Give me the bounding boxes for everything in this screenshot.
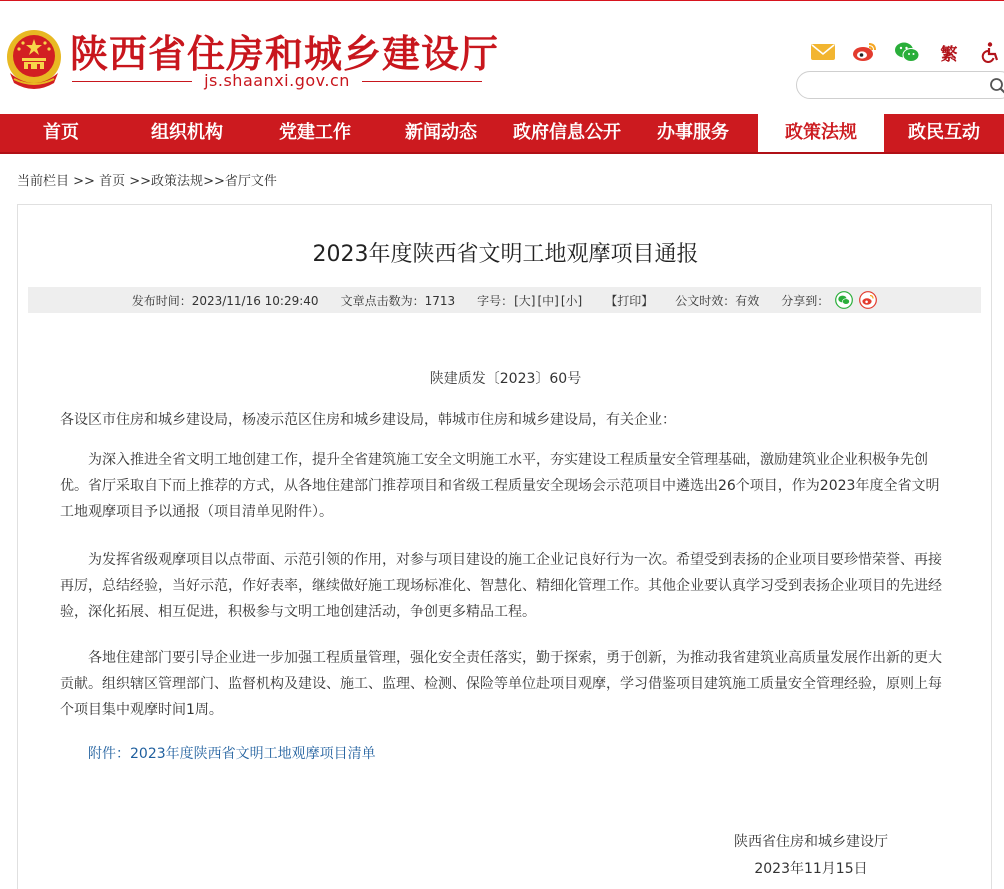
share-controls xyxy=(781,291,877,309)
breadcrumb-home[interactable]: 首页 xyxy=(99,174,126,189)
breadcrumb-prefix: 当前栏目 xyxy=(17,174,70,189)
nav-item-interaction[interactable]: 政民互动 xyxy=(908,122,980,143)
breadcrumb-separator: >> xyxy=(73,174,95,189)
divider xyxy=(72,81,192,82)
nav-item-policies[interactable]: 政策法规 xyxy=(758,114,884,152)
breadcrumb-section[interactable]: 政策法规 xyxy=(151,174,204,189)
traditional-chinese-toggle[interactable]: 繁 xyxy=(940,44,958,65)
site-header xyxy=(0,0,1004,114)
nav-item-party-building[interactable]: 党建工作 xyxy=(279,122,351,143)
weibo-icon[interactable] xyxy=(852,39,878,65)
click-count: 文章点击数为：1713 xyxy=(340,293,456,308)
site-title[interactable]: 陕西省住房和城乡建设厅 xyxy=(70,31,500,76)
nav-item-home[interactable]: 首页 xyxy=(43,122,79,143)
header-tools xyxy=(794,39,1004,65)
search-icon[interactable] xyxy=(989,77,1004,95)
mail-icon[interactable] xyxy=(810,39,836,65)
nav-item-news[interactable]: 新闻动态 xyxy=(405,122,477,143)
site-url: js.shaanxi.gov.cn xyxy=(204,71,350,90)
font-size-controls xyxy=(477,292,583,309)
publish-time: 发布时间：2023/11/16 10:29:40 xyxy=(131,293,319,308)
document-number: 陕建质发〔2023〕60号 xyxy=(429,371,582,387)
breadcrumb-separator: >> xyxy=(203,174,225,189)
signature-date: 2023年11月15日 xyxy=(754,861,868,877)
national-emblem-icon xyxy=(4,27,64,91)
share-label: 分享到： xyxy=(781,293,830,308)
share-weibo-icon[interactable] xyxy=(859,291,877,309)
share-wechat-icon[interactable] xyxy=(835,291,853,309)
article-container xyxy=(17,204,992,889)
site-url-row xyxy=(72,71,482,91)
breadcrumb-separator: >> xyxy=(129,174,152,189)
nav-item-gov-info[interactable]: 政府信息公开 xyxy=(513,122,621,143)
font-large-button[interactable]: [大] xyxy=(514,293,536,308)
font-small-button[interactable]: [小] xyxy=(560,293,583,308)
font-size-label: 字号： xyxy=(477,293,514,308)
article-title: 2023年度陕西省文明工地观摩项目通报 xyxy=(312,242,699,267)
breadcrumb-current[interactable]: 省厅文件 xyxy=(224,174,277,189)
attachment-link[interactable]: 附件：2023年度陕西省文明工地观摩项目清单 xyxy=(88,746,376,762)
accessibility-icon[interactable] xyxy=(978,39,1004,65)
article-meta-bar xyxy=(28,287,981,313)
search-box xyxy=(796,71,1004,99)
article-paragraph: 各地住建部门要引导企业进一步加强工程质量管理，强化安全责任落实，勤于探索，勇于创新，为推动我省建筑业高质量发展作出新的更大贡献。组织辖区管理部门、监督机构及建设、施工、监理、检测、保险等单位赴项目观摩，学习借鉴项目建筑施工质量安全管理经验，原则上每个项目集中观摩时间1周。 xyxy=(60,650,942,718)
wechat-icon[interactable] xyxy=(894,39,920,65)
validity-status: 公文时效：有效 xyxy=(675,293,760,308)
addressee: 各设区市住房和城乡建设局，杨凌示范区住房和城乡建设局，韩城市住房和城乡建设局，有关企业： xyxy=(60,412,676,428)
article-paragraph: 为深入推进全省文明工地创建工作，提升全省建筑施工安全文明施工水平，夯实建设工程质量安全管理基础，激励建筑业企业积极争先创优。省厅采取自下而上推荐的方式，从各地住建部门推荐项目和省级工程质量安全现场会示范项目中遴选出26个项目，作为2023年度全省文明工地观摩项目予以通报（项目清单见附件）。 xyxy=(60,452,940,520)
article-paragraph: 为发挥省级观摩项目以点带面、示范引领的作用，对参与项目建设的施工企业记良好行为一次。希望受到表扬的企业项目要珍惜荣誉、再接再厉，总结经验，当好示范，作好表率，继续做好施工现场标准化、智慧化、精细化管理工作。其他企业要认真学习受到表扬企业项目的先进经验，深化拓展、相互促进，积极参与文明工地创建活动，争创更多精品工程。 xyxy=(60,552,942,620)
divider xyxy=(362,81,482,82)
search-input[interactable] xyxy=(809,76,979,94)
breadcrumb xyxy=(17,170,277,189)
font-medium-button[interactable]: [中] xyxy=(537,293,559,308)
nav-item-services[interactable]: 办事服务 xyxy=(657,122,729,143)
print-button[interactable]: 【打印】 xyxy=(605,293,654,308)
signature-org: 陕西省住房和城乡建设厅 xyxy=(734,834,888,850)
nav-item-organization[interactable]: 组织机构 xyxy=(151,122,223,143)
main-nav xyxy=(0,114,1004,154)
